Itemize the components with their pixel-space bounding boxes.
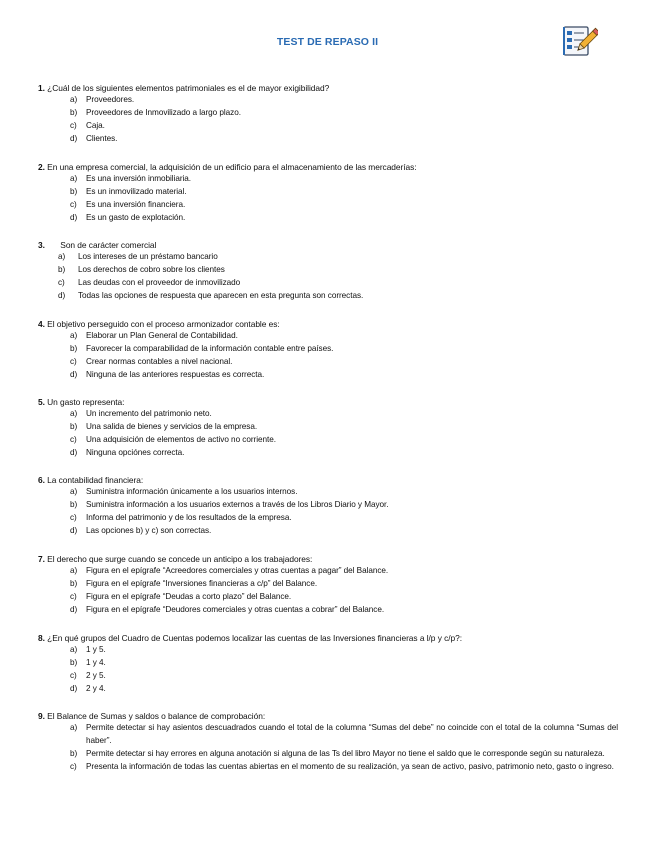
question-text: ¿En qué grupos del Cuadro de Cuentas podemos localizar las cuentas de las Inversiones financieras a l/p y c/p?: <box>47 633 463 643</box>
option-d <box>38 369 618 382</box>
option-text: Proveedores. <box>86 95 135 105</box>
option-text: Caja. <box>86 121 105 131</box>
option-label: c) <box>58 278 65 288</box>
option-a <box>38 565 618 578</box>
question-text: El Balance de Sumas y saldos o balance de comprobación: <box>47 711 266 721</box>
option-text: Una salida de bienes y servicios de la empresa. <box>86 422 258 432</box>
question-number: 3. <box>38 240 45 250</box>
option-text: Es un gasto de explotación. <box>86 212 186 222</box>
option-label: b) <box>70 658 78 668</box>
option-text: Un incremento del patrimonio neto. <box>86 409 212 419</box>
question-3 <box>38 239 618 303</box>
option-text: Ninguna opciónes correcta. <box>86 447 185 457</box>
option-b <box>38 186 618 199</box>
option-label: d) <box>70 369 78 379</box>
option-b <box>38 343 618 356</box>
option-label: b) <box>70 422 78 432</box>
option-d <box>38 290 618 303</box>
option-text: Figura en el epígrafe “Acreedores comerciales y otras cuentas a pagar” del Balance. <box>86 566 389 576</box>
option-text: Los derechos de cobro sobre los clientes <box>78 265 225 275</box>
option-b <box>38 748 618 761</box>
option-c <box>38 761 618 774</box>
option-a <box>38 644 618 657</box>
option-text: Figura en el epígrafe “Deudores comerciales y otras cuentas a cobrar” del Balance. <box>86 604 385 614</box>
option-b <box>38 421 618 434</box>
question-text: Son de carácter comercial <box>60 240 157 250</box>
option-label: d) <box>70 525 78 535</box>
question-number: 2. <box>38 162 45 172</box>
question-7 <box>38 553 618 617</box>
question-number: 7. <box>38 554 45 564</box>
question-9 <box>38 710 618 774</box>
question-number: 9. <box>38 711 45 721</box>
option-text: Los intereses de un préstamo bancario <box>78 252 218 262</box>
option-a <box>38 251 618 264</box>
option-d <box>38 133 618 146</box>
option-c <box>38 512 618 525</box>
question-number: 5. <box>38 397 45 407</box>
option-label: c) <box>70 592 77 602</box>
option-a <box>38 408 618 421</box>
option-label: b) <box>70 579 78 589</box>
option-label: d) <box>70 604 78 614</box>
page-title: TEST DE REPASO II <box>276 36 379 48</box>
option-label: a) <box>70 331 78 341</box>
option-c <box>38 591 618 604</box>
option-text: Es una inversión inmobiliaria. <box>86 174 191 184</box>
option-c <box>38 277 618 290</box>
option-a <box>38 330 618 343</box>
question-6 <box>38 474 618 538</box>
question-text: Un gasto representa: <box>47 397 125 407</box>
option-text: Suministra información a los usuarios externos a través de los Libros Diario y Mayor. <box>86 500 389 510</box>
option-label: a) <box>70 723 78 733</box>
option-label: b) <box>70 344 78 354</box>
option-label: b) <box>70 187 78 197</box>
option-label: a) <box>70 174 78 184</box>
question-4 <box>38 318 618 382</box>
option-text: 2 y 5. <box>86 671 106 681</box>
option-a <box>38 173 618 186</box>
option-label: b) <box>70 500 78 510</box>
option-text: Favorecer la comparabilidad de la información contable entre países. <box>86 344 334 354</box>
option-label: c) <box>70 435 77 445</box>
option-label: c) <box>70 200 77 210</box>
option-b <box>38 657 618 670</box>
option-text: Permite detectar si hay asientos descuadrados cuando el total de la columna “Sumas del debe” no coincide con el total de la columna “Sumas del haber”. <box>86 723 618 746</box>
option-text: Informa del patrimonio y de los resultados de la empresa. <box>86 513 292 523</box>
option-label: d) <box>70 683 78 693</box>
question-number: 6. <box>38 475 45 485</box>
question-text: El derecho que surge cuando se concede un anticipo a los trabajadores: <box>47 554 313 564</box>
option-c <box>38 120 618 133</box>
option-text: 2 y 4. <box>86 683 106 693</box>
option-text: Presenta la información de todas las cuentas abiertas en el momento de su realización, ya sean de activo, pasivo, patrimonio neto, gasto o ingreso. <box>86 761 614 771</box>
option-label: c) <box>70 513 77 523</box>
option-c <box>38 670 618 683</box>
option-d <box>38 683 618 696</box>
option-text: Elaborar un Plan General de Contabilidad. <box>86 331 238 341</box>
option-text: Figura en el epígrafe “Deudas a corto plazo” del Balance. <box>86 592 292 602</box>
option-text: Ninguna de las anteriores respuestas es correcta. <box>86 369 265 379</box>
option-a <box>38 486 618 499</box>
option-label: a) <box>70 95 78 105</box>
option-c <box>38 356 618 369</box>
option-b <box>38 499 618 512</box>
option-text: Las opciones b) y c) son correctas. <box>86 525 212 535</box>
option-d <box>38 604 618 617</box>
option-a <box>38 722 618 748</box>
option-c <box>38 199 618 212</box>
option-text: 1 y 5. <box>86 645 106 655</box>
question-5 <box>38 396 618 460</box>
option-text: Crear normas contables a nivel nacional. <box>86 357 233 367</box>
option-label: c) <box>70 671 77 681</box>
option-label: c) <box>70 357 77 367</box>
option-label: a) <box>70 487 78 497</box>
option-text: Suministra información únicamente a los usuarios internos. <box>86 487 298 497</box>
option-text: Permite detectar si hay errores en alguna anotación si alguna de las Ts del libro Mayor no tiene el saldo que le corresponde según su naturaleza. <box>86 749 605 759</box>
option-text: Todas las opciones de respuesta que aparecen en esta pregunta son correctas. <box>78 290 364 300</box>
option-label: d) <box>70 212 78 222</box>
question-8 <box>38 632 618 696</box>
option-label: d) <box>70 133 78 143</box>
question-number: 1. <box>38 83 45 93</box>
option-label: c) <box>70 761 77 771</box>
option-c <box>38 434 618 447</box>
question-number: 4. <box>38 319 45 329</box>
option-label: a) <box>58 252 66 262</box>
option-a <box>38 94 618 107</box>
option-label: d) <box>58 290 66 300</box>
option-label: b) <box>70 108 78 118</box>
option-text: Es un inmovilizado material. <box>86 187 187 197</box>
question-text: En una empresa comercial, la adquisición de un edificio para el almacenamiento de las mercaderías: <box>47 162 417 172</box>
option-d <box>38 447 618 460</box>
option-text: Figura en el epígrafe “Inversiones financieras a c/p” del Balance. <box>86 579 318 589</box>
option-d <box>38 525 618 538</box>
option-label: c) <box>70 121 77 131</box>
option-text: Es una inversión financiera. <box>86 200 186 210</box>
option-label: b) <box>58 265 66 275</box>
option-d <box>38 212 618 225</box>
question-text: El objetivo perseguido con el proceso armonizador contable es: <box>47 319 280 329</box>
option-text: Proveedores de Inmovilizado a largo plazo. <box>86 108 241 118</box>
option-text: Clientes. <box>86 133 118 143</box>
question-text: La contabilidad financiera: <box>47 475 144 485</box>
option-text: Las deudas con el proveedor de inmovilizado <box>78 278 241 288</box>
option-label: b) <box>70 749 78 759</box>
question-1 <box>38 82 618 146</box>
option-label: a) <box>70 645 78 655</box>
option-text: Una adquisición de elementos de activo no corriente. <box>86 435 276 445</box>
option-label: a) <box>70 409 78 419</box>
option-text: 1 y 4. <box>86 658 106 668</box>
option-label: d) <box>70 447 78 457</box>
question-2 <box>38 161 618 225</box>
question-text: ¿Cuál de los siguientes elementos patrimoniales es el de mayor exigibilidad? <box>47 83 330 93</box>
question-number: 8. <box>38 633 45 643</box>
option-b <box>38 578 618 591</box>
option-b <box>38 264 618 277</box>
option-b <box>38 107 618 120</box>
notebook-pencil-icon <box>560 24 598 58</box>
option-label: a) <box>70 566 78 576</box>
